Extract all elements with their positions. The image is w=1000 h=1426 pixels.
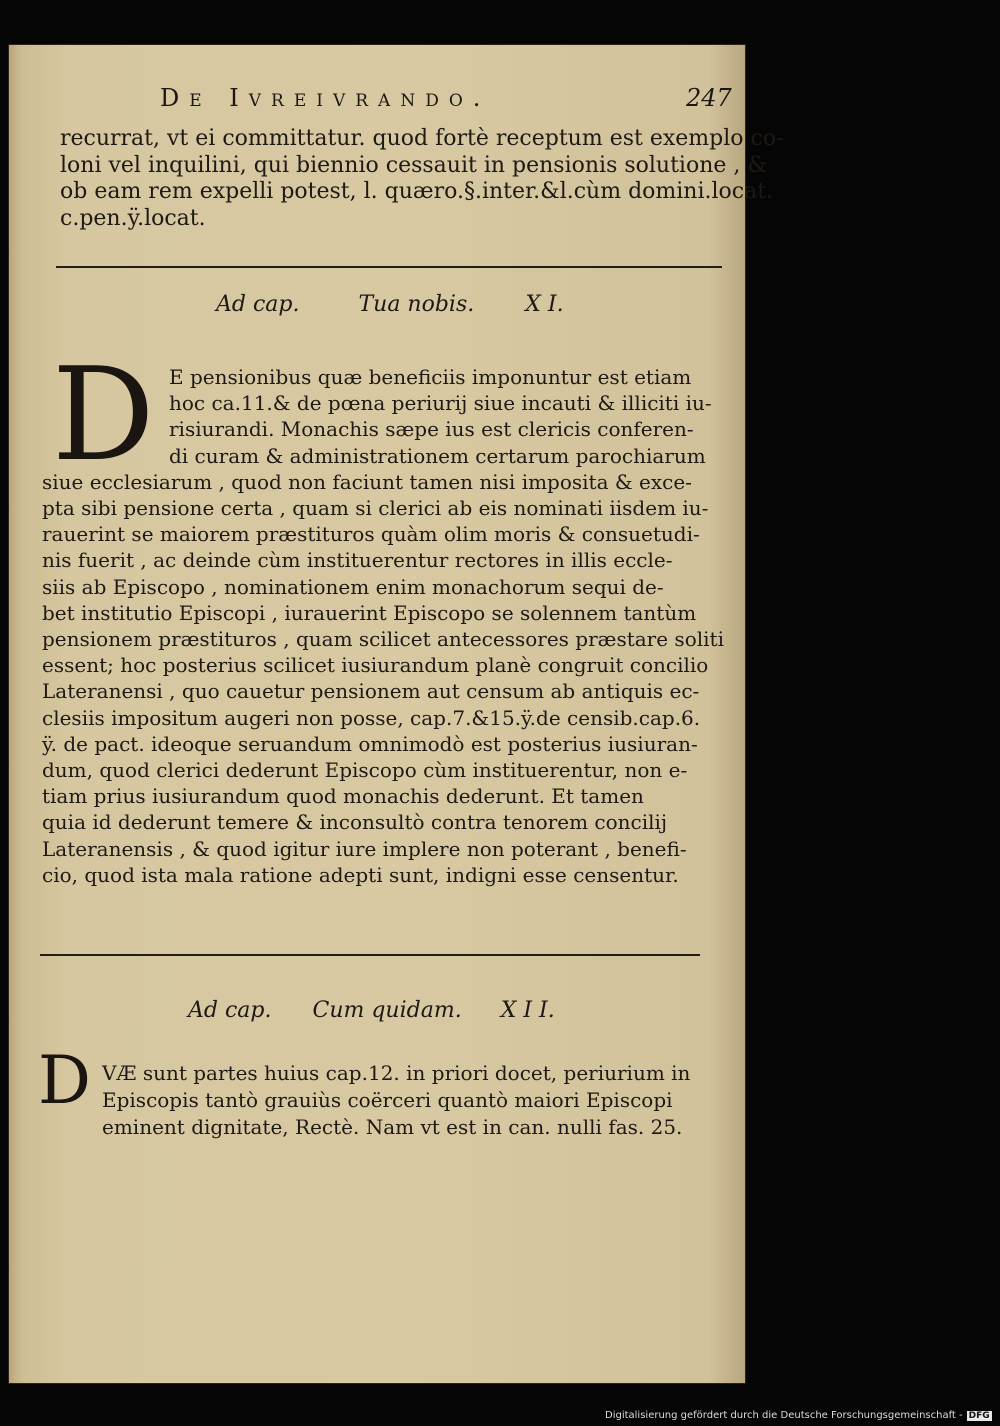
section-divider: [40, 954, 700, 956]
text-line: cio, quod ista mala ratione adepti sunt, indigni esse censentur.: [42, 862, 679, 887]
heading-number: X I I.: [500, 998, 555, 1023]
text-line: eminent dignitate, Rectè. Nam vt est in can. nulli fas. 25.: [102, 1115, 683, 1139]
drop-capital: D: [52, 341, 155, 490]
text-line: rauerint se maiorem præstituros quàm olim moris & consuetudi-: [42, 522, 700, 547]
text-line: dum, quod clerici dederunt Episcopo cùm instituerentur, non e-: [42, 758, 688, 783]
text-line: di curam & administrationem certarum parochiarum: [169, 443, 706, 468]
text-line: Lateranensis , & quod igitur iure implere non poterant , benefi-: [42, 836, 687, 861]
page-number: 247: [686, 84, 732, 112]
text-line: E pensionibus quæ beneficiis imponuntur est etiam: [169, 365, 692, 389]
text-line: pensionem præstituros , quam scilicet antecessores præstare soliti: [42, 627, 724, 652]
text-line: hoc ca.11.& de pœna periurij siue incauti & illiciti iu-: [169, 391, 712, 416]
top-paragraph: [60, 126, 784, 232]
text-line: siis ab Episcopo , nominationem enim monachorum sequi de-: [42, 574, 664, 599]
text-line: c.pen.ÿ.locat.: [60, 205, 206, 231]
heading-title: Cum quidam.: [312, 998, 462, 1023]
text-line: ÿ. de pact. ideoque seruandum omnimodò est posterius iusiuran-: [42, 731, 698, 756]
section-divider: [56, 266, 722, 268]
heading-ad-cap: Ad cap.: [188, 998, 272, 1023]
text-line: siue ecclesiarum , quod non faciunt tamen nisi imposita & exce-: [42, 469, 692, 494]
heading-number: X I.: [525, 292, 564, 317]
heading-title: Tua nobis.: [358, 292, 475, 317]
text-line: clesiis impositum augeri non posse, cap.7.&15.ÿ.de censib.cap.6.: [42, 705, 701, 730]
text-line: tiam prius iusiurandum quod monachis dederunt. Et tamen: [42, 784, 644, 809]
text-line: ob eam rem expelli potest, l. quæro.§.inter.&l.cùm domini.locat.: [60, 179, 774, 204]
footer-credit: [605, 1410, 997, 1424]
text-line: bet institutio Episcopi , iurauerint Episcopo se solennem tantùm: [42, 600, 697, 625]
text-line: pta sibi pensione certa , quam si clerici ab eis nominati iisdem iu-: [42, 496, 709, 521]
section-heading-xii: [188, 998, 555, 1023]
text-line: VÆ sunt partes huius cap.12. in priori docet, periurium in: [102, 1061, 691, 1085]
text-line: risiurandi. Monachis sæpe ius est clericis conferen-: [169, 417, 694, 442]
text-line: quia id dederunt temere & inconsultò contra tenorem concilij: [42, 810, 668, 835]
drop-capital: D: [38, 1042, 91, 1119]
running-head: De Ivreivrando.: [160, 84, 491, 112]
dfg-logo: DFG: [968, 1411, 990, 1421]
section-xi-paragraph: [42, 364, 730, 888]
footer-text: Digitalisierung gefördert durch die Deutsche Forschungsgemeinschaft -: [605, 1410, 963, 1421]
text-line: essent; hoc posterius scilicet iusiurandum planè congruit concilio: [42, 653, 709, 678]
text-line: Episcopis tantò grauiùs coërceri quantò maiori Episcopi: [102, 1088, 673, 1112]
section-xii-paragraph: [40, 1060, 730, 1141]
section-heading-xi: [216, 292, 564, 317]
text-line: loni vel inquilini, qui biennio cessauit in pensionis solutione , &: [60, 152, 767, 178]
text-line: nis fuerit , ac deinde cùm instituerentur rectores in illis eccle-: [42, 548, 673, 573]
text-line: Lateranensi , quo cauetur pensionem aut censum ab antiquis ec-: [42, 679, 700, 704]
heading-ad-cap: Ad cap.: [216, 292, 300, 317]
text-line: recurrat, vt ei committatur. quod fortè receptum est exemplo co-: [60, 126, 784, 151]
